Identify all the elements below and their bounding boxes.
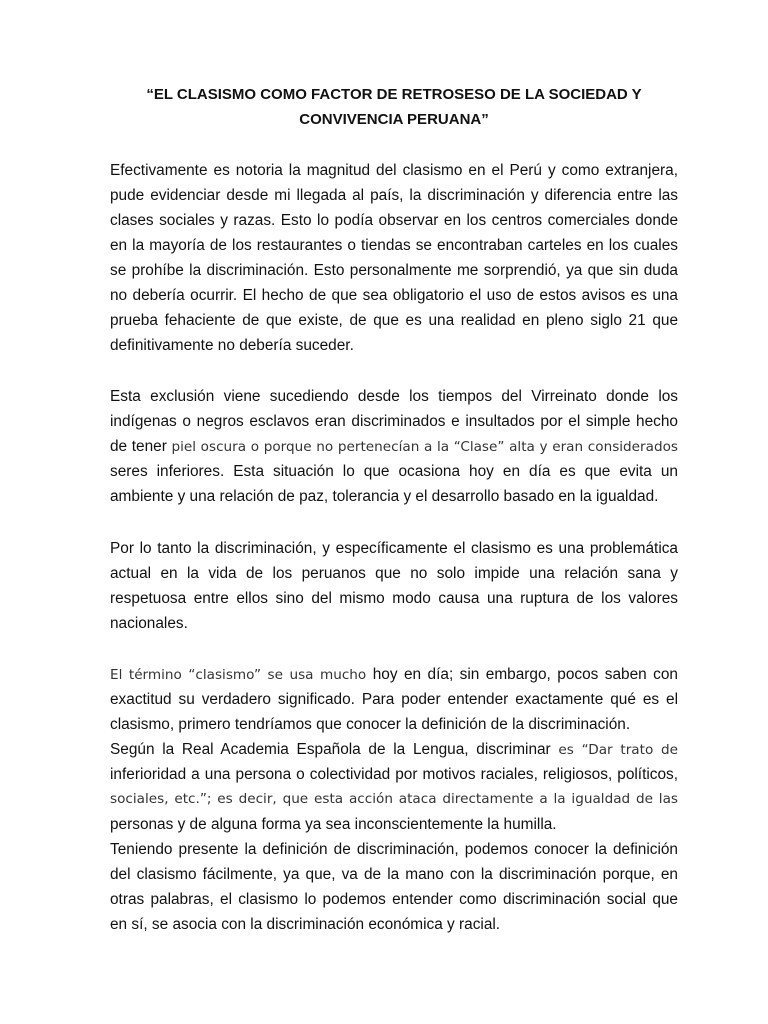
text-run-alt-font: El término “clasismo” se usa mucho [110,667,373,683]
document-title [110,82,678,132]
text-run-alt-font: es “Dar trato de [558,742,679,758]
paragraph-3-line: respetuosa entre ellos sino del mismo modo causa una ruptura de los valores [110,590,678,607]
paragraph-5-line: Teniendo presente la definición de discriminación, podemos conocer la definición [110,841,678,858]
paragraph-1-line: prueba fehaciente de que existe, de que es una realidad en pleno siglo 21 que [110,312,678,329]
text-run: de tener [110,438,172,455]
paragraph-1-line: se prohíbe la discriminación. Esto personalmente me sorprendió, ya que sin duda [110,262,678,279]
paragraph-4-line: sociales, etc.”; es decir, que esta acción ataca directamente a la igualdad de las [110,791,678,807]
paragraph-1-line: Efectivamente es notoria la magnitud del clasismo en el Perú y como extranjera, [110,162,678,179]
title-line: “EL CLASISMO COMO FACTOR DE RETROSESO DE LA SOCIEDAD Y [146,86,642,103]
paragraph-2-line: indígenas o negros esclavos eran discriminados e insultados por el simple hecho [110,413,678,430]
text-run-alt-font: piel oscura o porque no pertenecían a la “Clase” alta y eran considerados [171,439,678,455]
paragraph-5-line: en sí, se asocia con la discriminación económica y racial. [110,916,501,933]
paragraph-3-line: Por lo tanto la discriminación, y específicamente el clasismo es una problemática [110,540,678,557]
paragraph-2-line [110,434,678,459]
paragraph-3-line: actual en la vida de los peruanos que no solo impide una relación sana y [110,565,678,582]
paragraph-4-line: clasismo, primero tendríamos que conocer la definición de la discriminación. [110,716,631,733]
paragraph-4-line: inferioridad a una persona o colectividad por motivos raciales, religiosos, políticos, [110,766,678,783]
title-line: CONVIVENCIA PERUANA” [299,111,489,128]
paragraph-2-line: seres inferiores. Esta situación lo que ocasiona hoy en día es que evita un [110,463,678,480]
paragraph-3-line: nacionales. [110,615,188,632]
paragraph-4-line [110,737,678,762]
paragraph-1-line: clases sociales y razas. Esto lo podía observar en los centros comerciales donde [110,212,678,229]
paragraph-4-line [110,662,678,687]
paragraph-5-line: del clasismo fácilmente, ya que, va de la mano con la discriminación porque, en [110,866,678,883]
paragraph-2-line: Esta exclusión viene sucediendo desde los tiempos del Virreinato donde los [110,388,678,405]
paragraph-4-line: exactitud su verdadero significado. Para poder entender exactamente qué es el [110,691,678,708]
paragraph-2-line: ambiente y una relación de paz, tolerancia y el desarrollo basado en la igualdad. [110,488,659,505]
text-run: hoy en día; sin embargo, pocos saben con [372,666,678,683]
paragraph-1-line: en la mayoría de los restaurantes o tiendas se encontraban carteles en los cuales [110,237,678,254]
paragraph-4-line: personas y de alguna forma ya sea inconscientemente la humilla. [110,816,557,833]
paragraph-5-line: otras palabras, el clasismo lo podemos entender como discriminación social que [110,891,678,908]
paragraph-1-line: pude evidenciar desde mi llegada al país, la discriminación y diferencia entre las [110,187,678,204]
text-run: Según la Real Academia Española de la Lengua, discriminar [110,741,559,758]
paragraph-1-line: definitivamente no debería suceder. [110,337,354,354]
paragraph-1-line: no debería ocurrir. El hecho de que sea obligatorio el uso de estos avisos es una [110,287,678,304]
